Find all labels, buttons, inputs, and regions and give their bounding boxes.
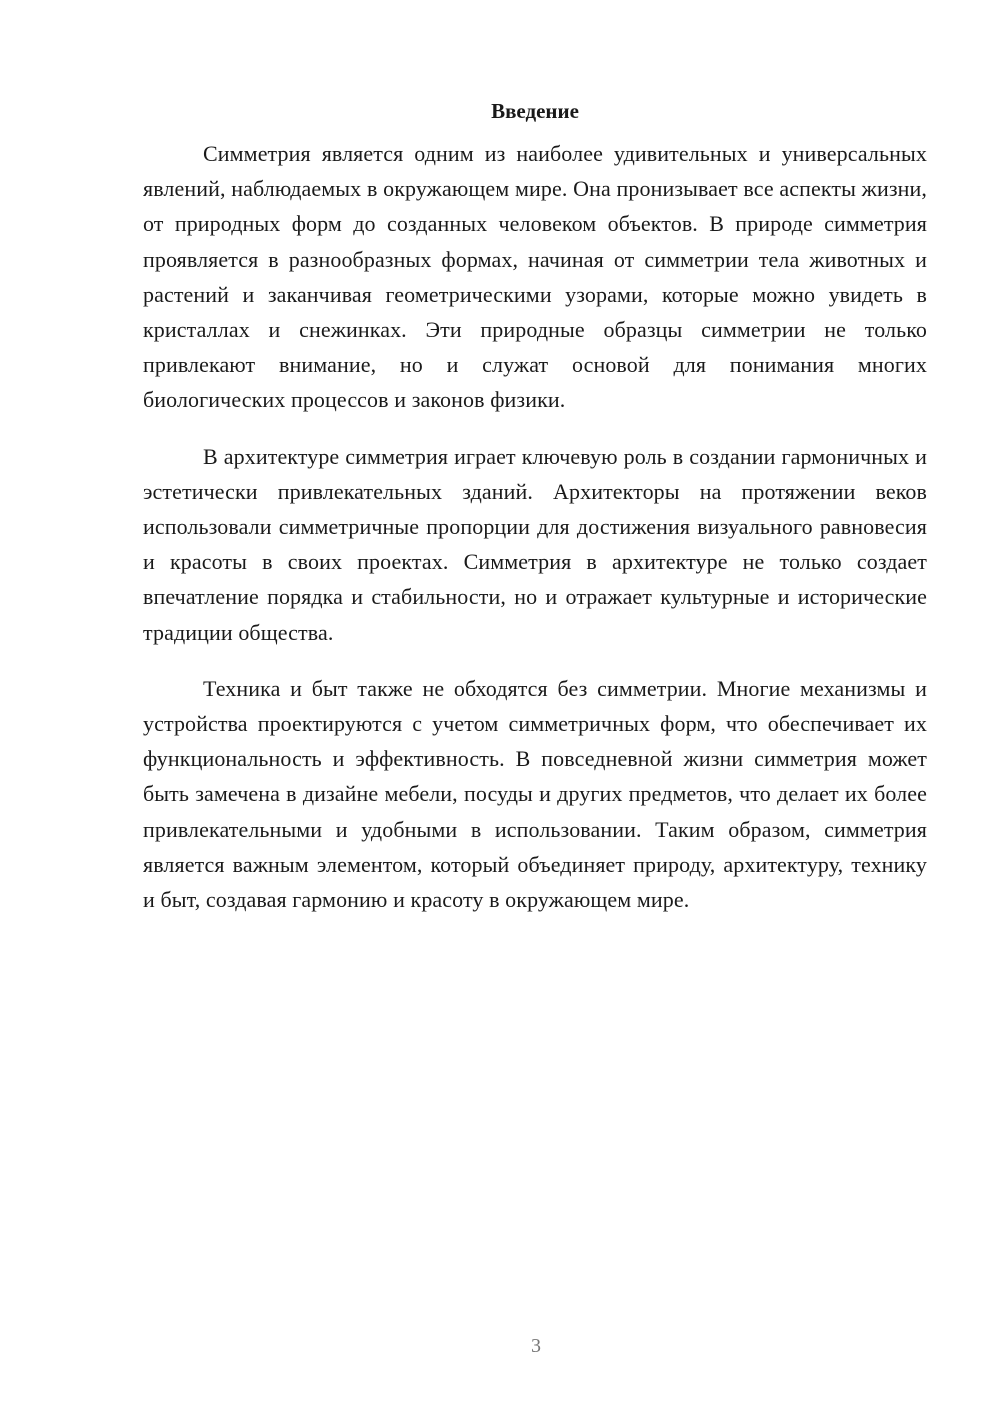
- paragraph-nature: Симметрия является одним из наиболее удивительных и универсальных явлений, наблюдаемых в окружающем мире. Она пронизывает все аспекты жизни, от природных форм до созданных человеком объектов. В природе симметрия проявляется в разнообразных формах, начиная от симметрии тела животных и растений и заканчивая геометрическими узорами, которые можно увидеть в кристаллах и снежинках. Эти природные образцы симметрии не только привлекают внимание, но и служат основой для понимания многих биологических процессов и законов физики.: [143, 141, 927, 413]
- paragraph-architecture: В архитектуре симметрия играет ключевую роль в создании гармоничных и эстетически привлекательных зданий. Архитекторы на протяжении веков использовали симметричные пропорции для достижения визуального равновесия и красоты в своих проектах. Симметрия в архитектуре не только создает впечатление порядка и стабильности, но и отражает культурные и исторические традиции общества.: [143, 443, 927, 645]
- page-content: [143, 96, 927, 938]
- section-heading: Введение: [491, 99, 579, 123]
- paragraph-technology: Техника и быт также не обходятся без симметрии. Многие механизмы и устройства проектируются с учетом симметричных форм, что обеспечивает их функциональность и эффективность. В повседневной жизни симметрия может быть замечена в дизайне мебели, посуды и других предметов, что делает их более привлекательными и удобными в использовании. Таким образом, симметрия является важным элементом, который объединяет природу, архитектуру, технику и быт, создавая гармонию и красоту в окружающем мире.: [143, 675, 927, 913]
- page-number: 3: [531, 1335, 541, 1357]
